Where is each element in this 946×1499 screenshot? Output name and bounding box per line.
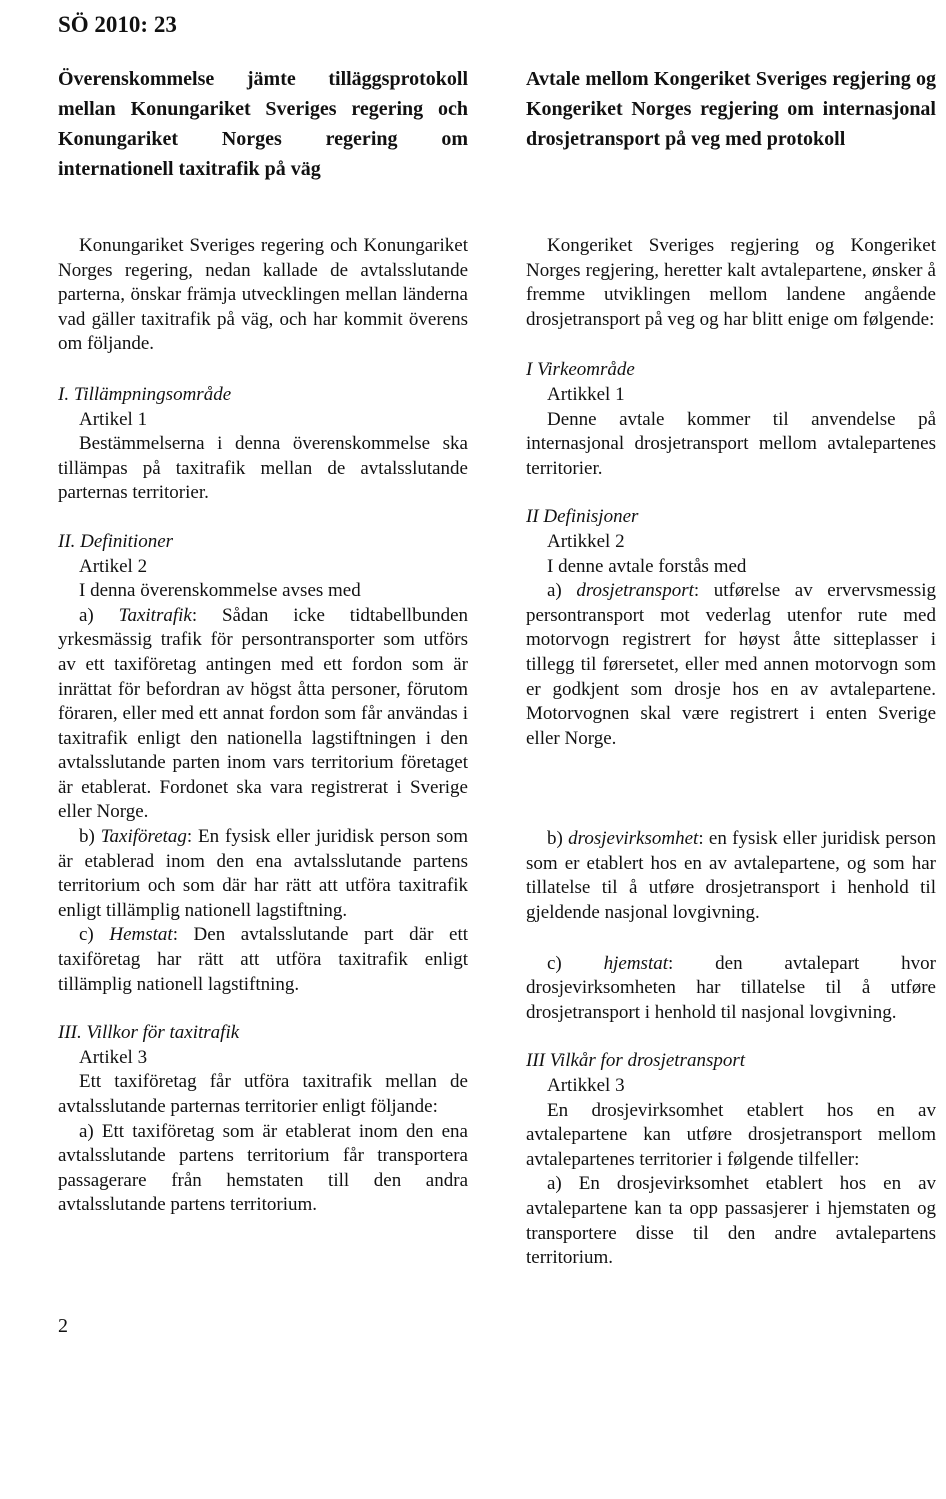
- definition-text: : Den avtalsslutande part där ett taxiföretag har rätt att utföra taxitrafik enligt tillämplig nationell lagstiftning.: [58, 924, 469, 995]
- swedish-article-2-intro: I denna överenskommelse avses med: [79, 580, 361, 602]
- norwegian-preamble: Kongeriket Sveriges regjering og Kongeriket Norges regjering, heretter kalt avtalepartene, ønsker å fremme utviklingen mellom landene angående drosjetransport på veg og har blitt enige om følgende:: [526, 235, 936, 330]
- swedish-title: Överenskommelse jämte tilläggsprotokoll mellan Konungariket Sveriges regering och Konungariket Norges regering om internationell taxitrafik på väg: [58, 68, 468, 180]
- swedish-section-1-title: I. Tillämpningsområde: [58, 383, 232, 405]
- definition-term: drosjetransport: [576, 580, 694, 602]
- swedish-definition-a: [58, 604, 468, 825]
- definition-term: drosjevirksomhet: [568, 828, 699, 850]
- definition-label: c): [547, 952, 562, 974]
- norwegian-article-3-text: En drosjevirksomhet etablert hos en av avtalepartene kan utføre drosjetransport mellom avtalepartenes territorier i følgende tilfeller:: [526, 1099, 936, 1170]
- definition-label: b): [547, 828, 563, 850]
- definition-term: Taxiföretag: [100, 826, 187, 848]
- norwegian-definition-b: [526, 827, 936, 925]
- norwegian-article-2-label: Artikkel 2: [547, 530, 625, 552]
- swedish-article-2-label: Artikel 2: [79, 555, 148, 577]
- norwegian-title: Avtale mellom Kongeriket Sveriges regjering og Kongeriket Norges regjering om internasjonal drosjetransport på veg med protokoll: [526, 68, 936, 150]
- norwegian-section-2-title: II Definisjoner: [526, 506, 639, 528]
- swedish-definition-c: [58, 923, 468, 997]
- document-header: SÖ 2010: 23: [58, 12, 177, 37]
- norwegian-section-3-title: III Vilkår for drosjetransport: [526, 1050, 746, 1072]
- definition-text: : utførelse av ervervsmessig persontransport mot vederlag utenfor rute med motorvogn registrert for høyst åtte sitteplasser i tillegg til førersetet, eller med annen motorvogn som er godkjent som drosje hos en av avtalepartene. Motorvognen skal være registrert i enten Sverige eller Norge.: [526, 580, 936, 749]
- norwegian-column: [526, 64, 936, 1271]
- definition-text: : en fysisk eller juridisk person som er etablert hos en av avtalepartene, og som har tillatelse til å utføre drosjetransport i henhold til gjeldende nasjonal lovgivning.: [526, 828, 936, 924]
- swedish-preamble: Konungariket Sveriges regering och Konungariket Norges regering, nedan kallade de avtalsslutande parterna, önskar främja utvecklingen mellan länderna vad gäller taxitrafik på väg, och har kommit överens om följande.: [58, 235, 468, 355]
- definition-term: hjemstat: [603, 952, 669, 974]
- swedish-article-1-label: Artikel 1: [79, 408, 148, 430]
- swedish-article-3-label: Artikel 3: [79, 1046, 148, 1068]
- definition-text: : En fysisk eller juridisk person som är etablerad inom den ena avtalsslutande partens territorium och som där har rätt att utföra taxitrafik enligt tillämplig nationell lagstiftning.: [58, 826, 469, 921]
- norwegian-definition-a: [526, 579, 936, 751]
- definition-label: a): [79, 604, 94, 626]
- definition-text: : Sådan icke tidtabellbunden yrkesmässig trafik för persontransporter som utförs av ett taxiföretag antingen med ett fordon som är inrättat för befordran av högst åtta personer, förutom föraren, eller med ett annat fordon som får användas i taxitrafik enligt den nationella lagstiftningen i den avtalsslutande parten inom vars territorium företaget är etablerat. Fordonet ska vara registrerat i Sverige eller Norge.: [58, 604, 468, 823]
- norwegian-article-1-text: Denne avtale kommer til anvendelse på internasjonal drosjetransport mellom avtalepartenes territorier.: [526, 408, 936, 479]
- norwegian-article-3-a: a) En drosjevirksomhet etablert hos en av avtalepartene kan ta opp passasjerer i hjemstaten og transportere disse til den andre avtalepartens territorium.: [526, 1173, 936, 1269]
- definition-term: Taxitrafik: [118, 604, 192, 626]
- norwegian-article-2-intro: I denne avtale forstås med: [547, 555, 747, 577]
- definition-text: : den avtalepart hvor drosjevirksomheten har tillatelse til å utføre drosjetransport i henhold til nasjonal lovgivning.: [526, 952, 937, 1023]
- norwegian-section-1-title: I Virkeområde: [526, 359, 635, 381]
- swedish-article-3-a: a) Ett taxiföretag som är etablerat inom den ena avtalsslutande partens territorium får transportera passagerare från hemstaten till den andra avtalsslutande partens territorium.: [58, 1120, 468, 1216]
- norwegian-definition-c: [526, 952, 936, 1026]
- swedish-definition-b: [58, 825, 468, 923]
- norwegian-article-1-label: Artikkel 1: [547, 383, 625, 405]
- definition-term: Hemstat: [109, 924, 173, 946]
- swedish-section-2-title: II. Definitioner: [58, 530, 174, 552]
- swedish-article-1-text: Bestämmelserna i denna överenskommelse ska tillämpas på taxitrafik mellan de avtalsslutande parternas territorier.: [58, 433, 468, 504]
- swedish-column: [58, 64, 468, 1218]
- norwegian-article-3-label: Artikkel 3: [547, 1075, 625, 1097]
- swedish-article-3-text: Ett taxiföretag får utföra taxitrafik mellan de avtalsslutande parternas territorier enligt följande:: [58, 1071, 468, 1117]
- definition-label: c): [79, 924, 94, 946]
- definition-label: a): [547, 580, 562, 602]
- swedish-section-3-title: III. Villkor för taxitrafik: [58, 1022, 240, 1044]
- page-number: 2: [58, 1315, 68, 1337]
- definition-label: b): [79, 826, 95, 848]
